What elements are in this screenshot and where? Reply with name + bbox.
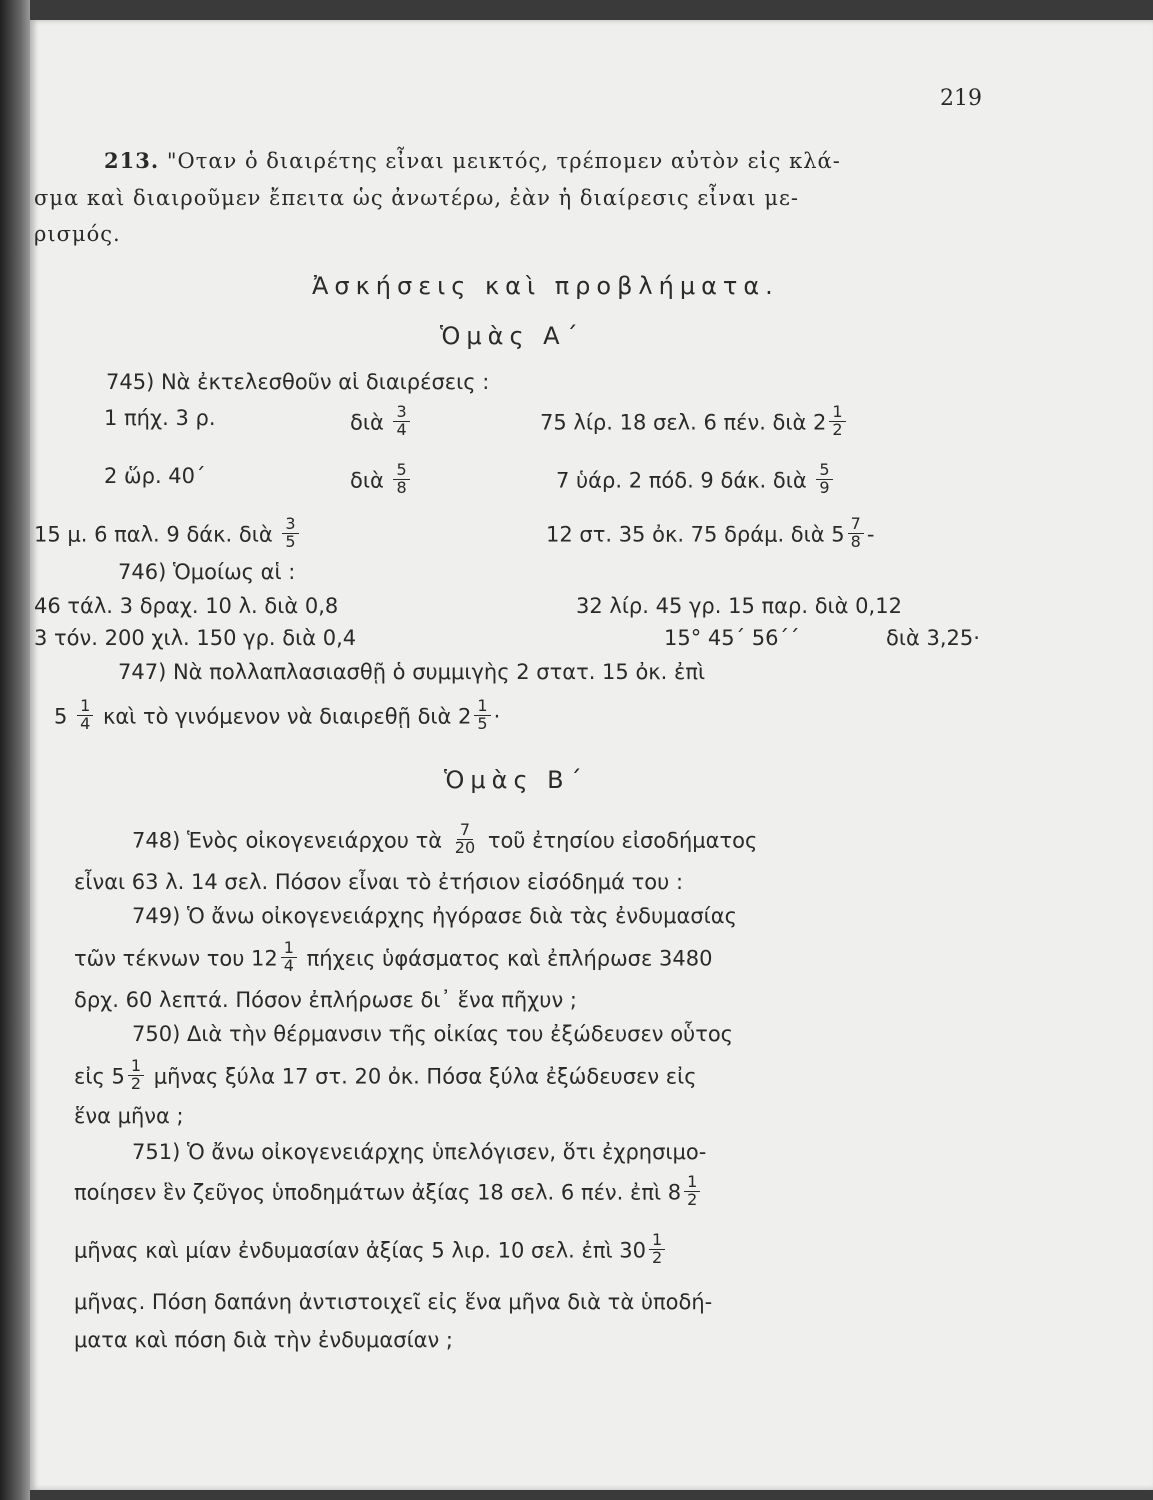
exercise-746-intro: 746) Ὁμοίως αἱ : — [118, 560, 296, 584]
fraction: $\frac{1}{2}$ — [829, 404, 845, 439]
section-number: 213. — [104, 148, 160, 173]
fraction: $\frac{3}{5}$ — [282, 516, 298, 551]
exercise-747-line-2: 5 $\frac{1}{4}$ καὶ τὸ γινόμενον νὰ διαιρεθῇ διὰ 2 $\frac{1}{5}$ · — [54, 696, 501, 733]
exercise-746-row-1-right: 32 λίρ. 45 γρ. 15 παρ. διὰ 0,12 — [576, 594, 902, 618]
exercise-746-row-1-left: 46 τάλ. 3 δραχ. 10 λ. διὰ 0,8 — [34, 594, 339, 618]
exercise-751-line-1: 751) Ὁ ἄνω οἰκογενειάρχης ὑπελόγισεν, ὅτι ἐχρησιμο- — [132, 1140, 707, 1164]
fraction: $\frac{3}{4}$ — [393, 404, 409, 439]
exercise-751-line-2: ποίησεν ἓν ζεῦγος ὑποδημάτων ἀξίας 18 σελ. 6 πέν. ἐπὶ 8 $\frac{1}{2}$ — [74, 1176, 703, 1211]
fraction: $\frac{1}{4}$ — [281, 940, 297, 975]
exercise-749-line-1: 749) Ὁ ἄνω οἰκογενειάρχης ἠγόρασε διὰ τὰς ἐνδυμασίας — [132, 904, 737, 928]
exercise-745-row-3-right: 12 στ. 35 ὀκ. 75 δράμ. διὰ 5 $\frac{7}{8}$ - — [546, 514, 875, 551]
exercise-750-line-3: ἕνα μῆνα ; — [74, 1104, 184, 1128]
fraction: $\frac{1}{4}$ — [77, 698, 93, 733]
exercise-745-row-2-divisor: διὰ $\frac{5}{8}$ — [350, 464, 413, 499]
fraction: $\frac{5}{8}$ — [393, 462, 409, 497]
exercise-751-line-3: μῆνας καὶ μίαν ἐνδυμασίαν ἀξίας 5 λιρ. 10 σελ. ἐπὶ 30 $\frac{1}{2}$ — [74, 1234, 668, 1269]
exercise-750-line-1: 750) Διὰ τὴν θέρμανσιν τῆς οἰκίας του ἐξώδευσεν οὗτος — [132, 1022, 734, 1046]
exercise-745-row-2-left: 2 ὥρ. 40΄ — [104, 464, 206, 488]
exercise-746-row-2-right-b: διὰ 3,25· — [886, 626, 980, 650]
exercise-745-row-2-right: 7 ὑάρ. 2 πόδ. 9 δάκ. διὰ $\frac{5}{9}$ — [556, 464, 836, 499]
fraction: $\frac{5}{9}$ — [816, 462, 832, 497]
fraction: $\frac{7}{20}$ — [454, 820, 476, 857]
exercise-749-line-3: δρχ. 60 λεπτά. Πόσον ἐπλήρωσε δι᾿ ἕνα πῆχυν ; — [74, 988, 577, 1012]
exercise-745-row-1-left: 1 πήχ. 3 ρ. — [104, 406, 216, 430]
fraction: $\frac{1}{2}$ — [649, 1232, 665, 1267]
exercise-750-line-2: εἰς 5 $\frac{1}{2}$ μῆνας ξύλα 17 στ. 20 ὀκ. Πόσα ξύλα ἐξώδευσεν εἰς — [74, 1056, 697, 1093]
fraction: $\frac{7}{8}$ — [848, 516, 864, 551]
exercise-748-line-2: εἶναι 63 λ. 14 σελ. Πόσον εἶναι τὸ ἐτήσιον εἰσόδημά του : — [74, 870, 684, 894]
exercise-746-row-2-right-a: 15° 45΄ 56΄΄ — [664, 626, 800, 650]
exercise-746-row-2-left: 3 τόν. 200 χιλ. 150 γρ. διὰ 0,4 — [34, 626, 357, 650]
fraction: $\frac{1}{2}$ — [684, 1174, 700, 1209]
book-spine — [0, 0, 30, 1500]
exercise-751-line-5: ματα καὶ πόση διὰ τὴν ἐνδυμασίαν ; — [74, 1328, 454, 1352]
exercises-heading: Ἀσκήσεις καὶ προβλήματα. — [312, 272, 779, 300]
group-a-heading: Ὁμὰς Α΄ — [440, 322, 584, 350]
fraction: $\frac{1}{2}$ — [128, 1058, 144, 1093]
exercise-745-intro: 745) Νὰ ἐκτελεσθοῦν αἱ διαιρέσεις : — [106, 370, 490, 394]
exercise-745-row-3-left: 15 μ. 6 παλ. 9 δάκ. διὰ $\frac{3}{5}$ — [34, 518, 302, 553]
group-b-heading: Ὁμὰς Β΄ — [444, 766, 588, 794]
exercise-749-line-2: τῶν τέκνων του 12 $\frac{1}{4}$ πήχεις ὑφάσματος καὶ ἐπλήρωσε 3480 — [74, 938, 713, 975]
section-text-1: "Οταν ὁ διαιρέτης εἶναι μεικτός, τρέπομεν αὐτὸν εἰς κλά- — [166, 149, 841, 173]
page-number: 219 — [940, 86, 982, 111]
book-page — [30, 20, 1153, 1490]
fraction: $\frac{1}{5}$ — [474, 698, 490, 733]
section-line-3: ρισμός. — [34, 222, 121, 246]
exercise-751-line-4: μῆνας. Πόση δαπάνη ἀντιστοιχεῖ εἰς ἕνα μῆνα διὰ τὰ ὑποδή- — [74, 1290, 713, 1314]
exercise-747-line-1: 747) Νὰ πολλαπλασιασθῇ ὁ συμμιγὴς 2 στατ. 15 ὀκ. ἐπὶ — [118, 660, 706, 684]
exercise-745-row-1-right: 75 λίρ. 18 σελ. 6 πέν. διὰ 2 $\frac{1}{2}$ — [540, 406, 849, 441]
section-line-2: σμα καὶ διαιροῦμεν ἔπειτα ὡς ἀνωτέρω, ἐὰν ἡ διαίρεσις εἶναι με- — [34, 186, 799, 210]
section-line-1 — [104, 148, 841, 173]
exercise-745-row-1-divisor: διὰ $\frac{3}{4}$ — [350, 406, 413, 441]
exercise-748-line-1: 748) Ἑνὸς οἰκογενειάρχου τὰ $\frac{7}{20}$ τοῦ ἐτησίου εἰσοδήματος — [132, 820, 758, 857]
